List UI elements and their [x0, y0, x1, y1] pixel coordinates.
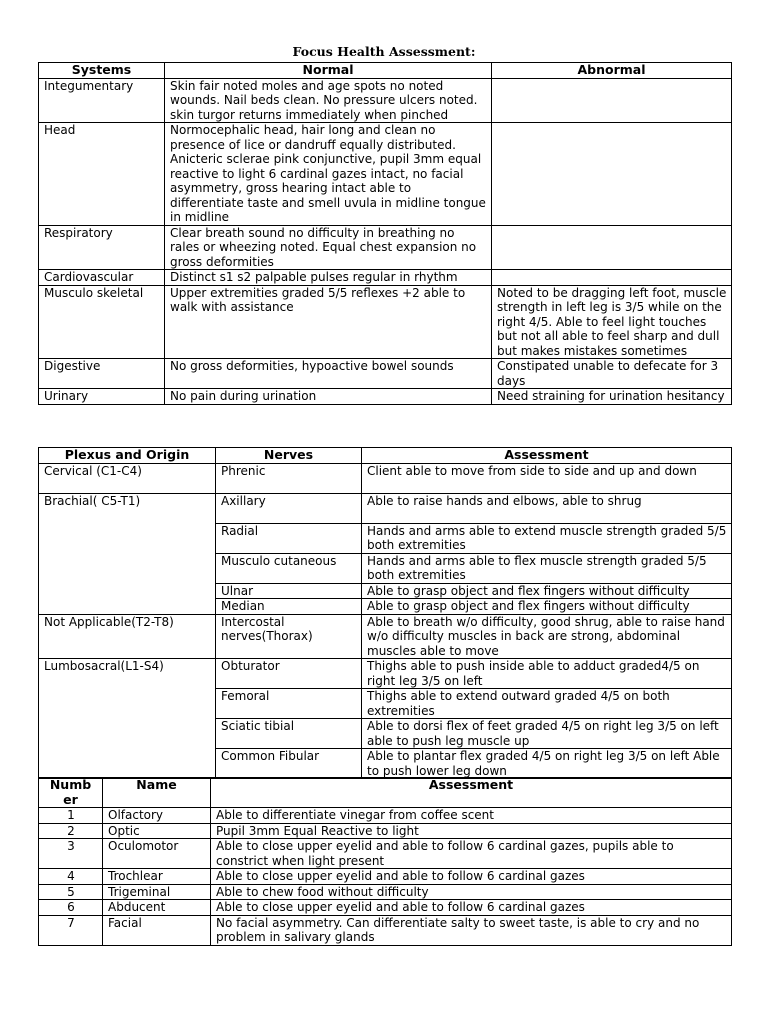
- system-row: [39, 225, 732, 270]
- systems-table: [38, 62, 732, 405]
- system-abnormal: Noted to be dragging left foot, muscle strength in left leg is 3/5 while on the right 4/5. Able to feel light touches but not all able to feel sharp and dull but makes mistakes sometimes: [492, 285, 732, 359]
- system-row: [39, 285, 732, 359]
- system-normal: Normocephalic head, hair long and clean no presence of lice or dandruff equally distributed. Anicteric sclerae pink conjunctive, pupil 3mm equal reactive to light 6 cardinal gazes intact, no facial asymmetry, gross hearing intact able to differentiate taste and smell uvula in midline tongue in midline: [165, 123, 492, 226]
- header-assessment: Assessment: [211, 778, 732, 808]
- plexus-table: [38, 447, 732, 779]
- system-normal: Skin fair noted moles and age spots no noted wounds. Nail beds clean. No pressure ulcers noted. skin turgor returns immediately when pinched: [165, 78, 492, 123]
- system-abnormal: Constipated unable to defecate for 3 days: [492, 359, 732, 389]
- cranial-name: Oculomotor: [103, 839, 211, 869]
- cranial-name: Optic: [103, 823, 211, 839]
- cranial-name: Trigeminal: [103, 884, 211, 900]
- system-abnormal: [492, 225, 732, 270]
- cranial-assessment: Able to close upper eyelid and able to follow 6 cardinal gazes: [211, 869, 732, 885]
- header-nerves: Nerves: [216, 448, 362, 464]
- nerve-assessment: Thighs able to extend outward graded 4/5 on both extremities: [362, 689, 732, 719]
- system-row: [39, 359, 732, 389]
- header-name: Name: [103, 778, 211, 808]
- cranial-row: [39, 884, 732, 900]
- system-abnormal: Need straining for urination hesitancy: [492, 389, 732, 405]
- cranial-assessment: Able to chew food without difficulty: [211, 884, 732, 900]
- cranial-row: [39, 823, 732, 839]
- cranial-name: Facial: [103, 915, 211, 945]
- cranial-name: Olfactory: [103, 808, 211, 824]
- system-name: Head: [39, 123, 165, 226]
- system-row: [39, 389, 732, 405]
- cranial-assessment: Pupil 3mm Equal Reactive to light: [211, 823, 732, 839]
- nerve-name: Phrenic: [216, 463, 362, 493]
- system-normal: No gross deformities, hypoactive bowel sounds: [165, 359, 492, 389]
- plexus-origin: Lumbosacral(L1-S4): [39, 659, 216, 779]
- nerve-name: Intercostal nerves(Thorax): [216, 614, 362, 659]
- header-plexus-origin: Plexus and Origin: [39, 448, 216, 464]
- system-name: Integumentary: [39, 78, 165, 123]
- nerve-assessment: Able to breath w/o difficulty, good shrug, able to raise hand w/o difficulty muscles in back are strong, abdominal muscles able to move: [362, 614, 732, 659]
- header-systems: Systems: [39, 63, 165, 79]
- system-name: Musculo skeletal: [39, 285, 165, 359]
- system-normal: Distinct s1 s2 palpable pulses regular in rhythm: [165, 270, 492, 286]
- cranial-number: 1: [39, 808, 103, 824]
- cranial-row: [39, 900, 732, 916]
- header-normal: Normal: [165, 63, 492, 79]
- cranial-name: Trochlear: [103, 869, 211, 885]
- cranial-number: 3: [39, 839, 103, 869]
- nerve-assessment: Able to plantar flex graded 4/5 on right leg 3/5 on left Able to push lower leg down: [362, 749, 732, 779]
- nerve-name: Axillary: [216, 493, 362, 523]
- cranial-number: 6: [39, 900, 103, 916]
- cranial-row: [39, 808, 732, 824]
- document-title: Focus Health Assessment:: [292, 44, 476, 59]
- nerve-row: [39, 463, 732, 493]
- nerve-assessment: Able to grasp object and flex fingers without difficulty: [362, 583, 732, 599]
- nerve-name: Radial: [216, 523, 362, 553]
- system-normal: No pain during urination: [165, 389, 492, 405]
- systems-header-row: [39, 63, 732, 79]
- system-row: [39, 78, 732, 123]
- cranial-header-row: [39, 778, 732, 808]
- cranial-row: [39, 915, 732, 945]
- nerve-name: Musculo cutaneous: [216, 553, 362, 583]
- plexus-origin: Not Applicable(T2-T8): [39, 614, 216, 659]
- system-normal: Clear breath sound no difficulty in breathing no rales or wheezing noted. Equal chest expansion no gross deformities: [165, 225, 492, 270]
- cranial-number: 4: [39, 869, 103, 885]
- nerve-row: [39, 493, 732, 523]
- system-abnormal: [492, 78, 732, 123]
- cranial-number: 2: [39, 823, 103, 839]
- nerve-assessment: Able to dorsi flex of feet graded 4/5 on right leg 3/5 on left able to push leg muscle up: [362, 719, 732, 749]
- nerve-assessment: Client able to move from side to side and up and down: [362, 463, 732, 493]
- cranial-row: [39, 839, 732, 869]
- nerve-name: Sciatic tibial: [216, 719, 362, 749]
- system-name: Cardiovascular: [39, 270, 165, 286]
- nerve-assessment: Thighs able to push inside able to adduct graded4/5 on right leg 3/5 on left: [362, 659, 732, 689]
- system-name: Respiratory: [39, 225, 165, 270]
- plexus-origin: Cervical (C1-C4): [39, 463, 216, 493]
- cranial-row: [39, 869, 732, 885]
- system-normal: Upper extremities graded 5/5 reflexes +2 able to walk with assistance: [165, 285, 492, 359]
- nerve-name: Obturator: [216, 659, 362, 689]
- nerve-assessment: Hands and arms able to flex muscle strength graded 5/5 both extremities: [362, 553, 732, 583]
- plexus-header-row: [39, 448, 732, 464]
- nerve-assessment: Able to raise hands and elbows, able to shrug: [362, 493, 732, 523]
- cranial-number: 5: [39, 884, 103, 900]
- system-abnormal: [492, 270, 732, 286]
- nerve-name: Median: [216, 599, 362, 615]
- nerve-assessment: Hands and arms able to extend muscle strength graded 5/5 both extremities: [362, 523, 732, 553]
- system-row: [39, 270, 732, 286]
- header-abnormal: Abnormal: [492, 63, 732, 79]
- cranial-nerves-table: [38, 777, 732, 946]
- cranial-assessment: Able to close upper eyelid and able to follow 6 cardinal gazes, pupils able to constrict when light present: [211, 839, 732, 869]
- nerve-name: Ulnar: [216, 583, 362, 599]
- plexus-origin: Brachial( C5-T1): [39, 493, 216, 614]
- cranial-assessment: Able to differentiate vinegar from coffee scent: [211, 808, 732, 824]
- cranial-name: Abducent: [103, 900, 211, 916]
- cranial-assessment: Able to close upper eyelid and able to follow 6 cardinal gazes: [211, 900, 732, 916]
- system-name: Urinary: [39, 389, 165, 405]
- nerve-assessment: Able to grasp object and flex fingers without difficulty: [362, 599, 732, 615]
- header-assessment: Assessment: [362, 448, 732, 464]
- nerve-row: [39, 659, 732, 689]
- nerve-name: Common Fibular: [216, 749, 362, 779]
- system-abnormal: [492, 123, 732, 226]
- header-number: Numb er: [39, 778, 103, 808]
- nerve-row: [39, 614, 732, 659]
- system-name: Digestive: [39, 359, 165, 389]
- cranial-number: 7: [39, 915, 103, 945]
- nerve-name: Femoral: [216, 689, 362, 719]
- system-row: [39, 123, 732, 226]
- cranial-assessment: No facial asymmetry. Can differentiate salty to sweet taste, is able to cry and no problem in salivary glands: [211, 915, 732, 945]
